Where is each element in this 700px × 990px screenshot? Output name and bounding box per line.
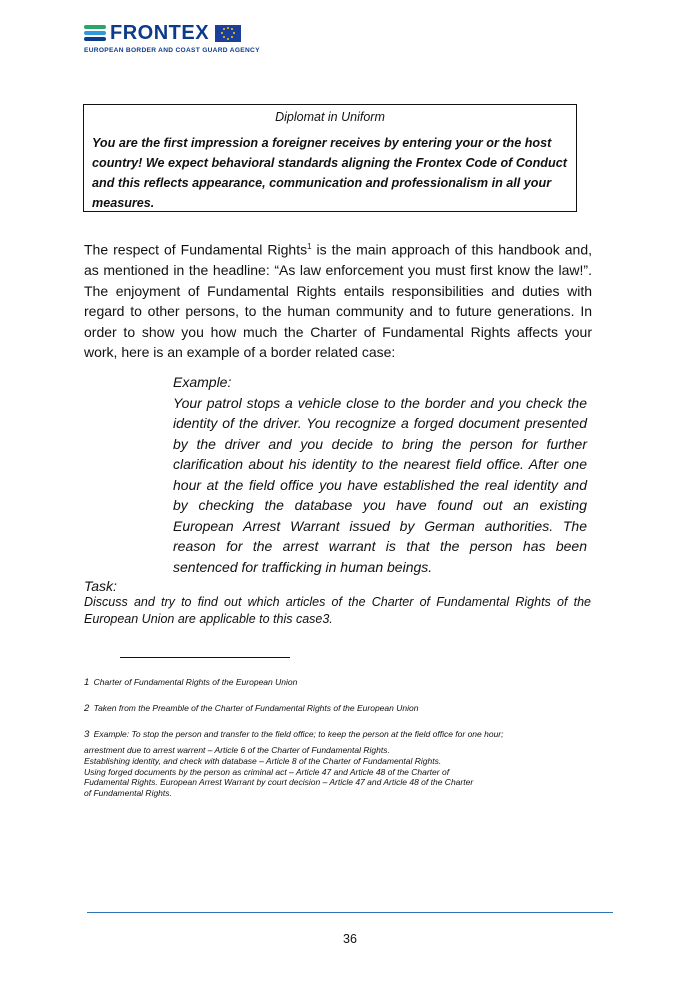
task-label: Task: [84, 578, 117, 594]
callout-line: and this reflects appearance, communication and professionalism in all your [92, 176, 552, 190]
callout-line: measures. [92, 196, 155, 210]
footnote-1 [84, 677, 297, 688]
footnote-1-number: 1 [84, 677, 90, 688]
eu-flag-icon [215, 25, 241, 42]
example-text: Your patrol stops a vehicle close to the border and you check the identity of the driver. You recognize a forged document presented by the driver and you decide to bring the person for further clarification about his identity to the nearest field office. After one hour at the field office you have established the real identity and by checking the database you have found out an existing European Arrest Warrant issued by German authorities. The reason for the arrest warrant is that the person has been sentenced for trafficking in human beings. [173, 394, 587, 575]
footnote-3-line: Fudamental Rights. European Arrest Warrant by court decision – Article 47 and Article 48 of the Charter [84, 777, 474, 788]
logo-wordmark: FRONTEX [110, 22, 210, 44]
example-label: Example: [173, 374, 232, 390]
task-text: Discuss and try to find out which articles of the Charter of Fundamental Rights of the European Union are applicable to this case3. [84, 595, 591, 626]
footnote-3-number: 3 [84, 729, 90, 740]
frontex-wave-icon [84, 23, 106, 43]
footnote-3-text: Example: To stop the person and transfer to the field office; to keep the person at the field office for one hour; [93, 729, 504, 739]
footnote-3-line: Using forged documents by the person as criminal act – Article 47 and Article 48 of the Charter of [84, 766, 450, 777]
footnote-3-details [84, 745, 473, 799]
footnote-ref-1: 1 [307, 242, 312, 251]
callout-line: country! We expect behavioral standards aligning the Frontex Code of Conduct [92, 156, 567, 170]
footnote-2-text: Taken from the Preamble of the Charter of Fundamental Rights of the European Union [93, 703, 419, 713]
logo-subtitle: EUROPEAN BORDER AND COAST GUARD AGENCY [84, 47, 260, 54]
footnote-3-line: arrestment due to arrest warrent – Article 6 of the Charter of Fundamental Rights. [84, 745, 390, 755]
footnote-1-text: Charter of Fundamental Rights of the European Union [93, 677, 298, 687]
callout-title: Diplomat in Uniform [275, 110, 385, 124]
diplomat-callout-box [83, 104, 577, 212]
footnote-separator [120, 657, 290, 658]
intro-paragraph [84, 237, 592, 363]
frontex-logo [84, 22, 264, 56]
callout-text [92, 133, 568, 213]
intro-part2: is the main approach of this handbook and, as mentioned in the headline: “As law enforcement you must first know the law!”. The enjoyment of Fundamental Rights entails responsibilities and duties with regard to other persons, to the human community and to future generations. In order to show you how much the Charter of Fundamental Rights affects your work, here is an example of a border related case: [84, 241, 592, 361]
footnote-3 [84, 729, 504, 740]
example-block [173, 372, 587, 577]
footnote-2-number: 2 [84, 703, 90, 714]
footnote-3-line: Establishing identity, and check with database – Article 8 of the Charter of Fundamental Rights. [84, 755, 442, 766]
footnote-2 [84, 703, 418, 714]
footer-rule [87, 912, 613, 913]
intro-part1: The respect of Fundamental Rights [84, 241, 308, 258]
callout-line: You are the first impression a foreigner receives by entering your or the host [92, 136, 552, 150]
page-number: 36 [343, 932, 357, 946]
footnote-3-line: of Fundamental Rights. [84, 788, 172, 799]
